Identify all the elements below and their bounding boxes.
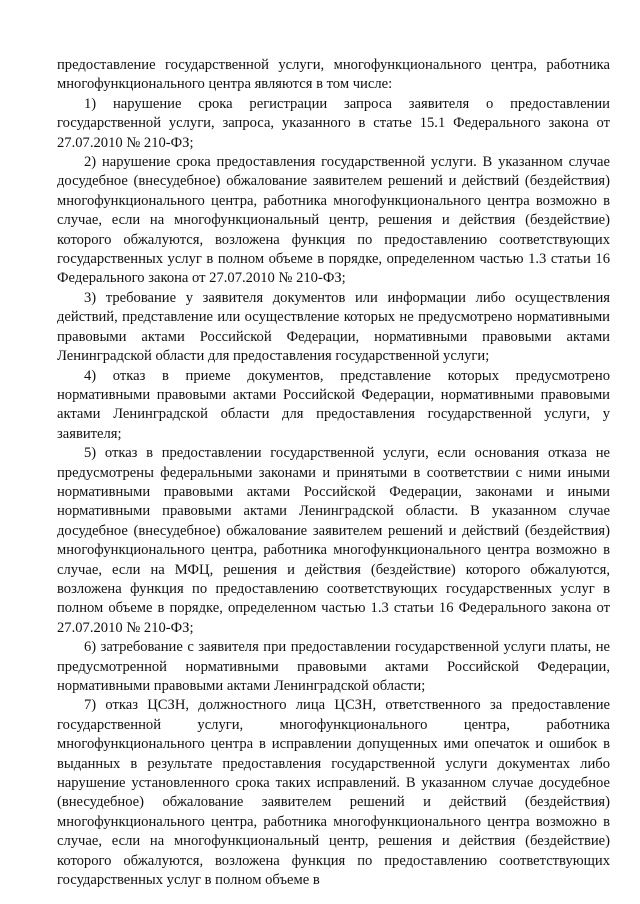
list-item-3: 3) требование у заявителя документов или информации либо осуществления действий, представление или осуществление которых не предусмотрено нормативными правовыми актами Российской Федерации, нормативными правовыми актами Ленинградской области для предоставления государственной услуги; (57, 289, 610, 365)
intro-paragraph: предоставление государственной услуги, многофункционального центра, работника многофункционального центра являются в том числе: (57, 57, 610, 93)
list-item-7: 7) отказ ЦСЗН, должностного лица ЦСЗН, ответственного за предоставление государственной услуги, многофункционального центра, работника многофункционального центра в исправлении допущенных ими опечаток и ошибок в выданных в результате предоставления государственной услуги документах либо нарушение установленного срока таких исправлений. В указанном случае досудебное (внесудебное) обжалование заявителем решений и действий (бездействия) многофункционального центра, работника многофункционального центра возможно в случае, если на многофункциональный центр, решения и действия (бездействие) которого обжалуются, возложена функция по предоставлению соответствующих государственных услуг в полном объеме в (57, 697, 610, 889)
document-page (57, 56, 610, 890)
list-item-1: 1) нарушение срока регистрации запроса заявителя о предоставлении государственной услуги, запроса, указанного в статье 15.1 Федерального закона от 27.07.2010 № 210-ФЗ; (57, 95, 610, 151)
list-item-2: 2) нарушение срока предоставления государственной услуги. В указанном случае досудебное (внесудебное) обжалование заявителем решений и действий (бездействия) многофункционального центра, работника многофункционального центра возможно в случае, если на многофункциональный центр, решения и действия (бездействие) которого обжалуются, возложена функция по предоставлению соответствующих государственных услуг в полном объеме в порядке, определенном частью 1.3 статьи 16 Федерального закона от 27.07.2010 № 210-ФЗ; (57, 154, 610, 287)
list-item-6: 6) затребование с заявителя при предоставлении государственной услуги платы, не предусмотренной нормативными правовыми актами Российской Федерации, нормативными правовыми актами Ленинградской области; (57, 639, 610, 694)
list-item-5: 5) отказ в предоставлении государственной услуги, если основания отказа не предусмотрены федеральными законами и принятыми в соответствии с ними иными нормативными правовыми актами Российской Федерации, законами и иными нормативными правовыми актами Ленинградской области. В указанном случае досудебное (внесудебное) обжалование заявителем решений и действий (бездействия) многофункционального центра, работника многофункционального центра возможно в случае, если на МФЦ, решения и действия (бездействие) которого обжалуются, возложена функция по предоставлению соответствующих государственных услуг в полном объеме в порядке, определенном частью 1.3 статьи 16 Федерального закона от 27.07.2010 № 210-ФЗ; (57, 445, 610, 636)
list-item-4: 4) отказ в приеме документов, представление которых предусмотрено нормативными правовыми актами Российской Федерации, нормативными правовыми актами Ленинградской области для предоставления государственной услуги, у заявителя; (57, 367, 610, 442)
